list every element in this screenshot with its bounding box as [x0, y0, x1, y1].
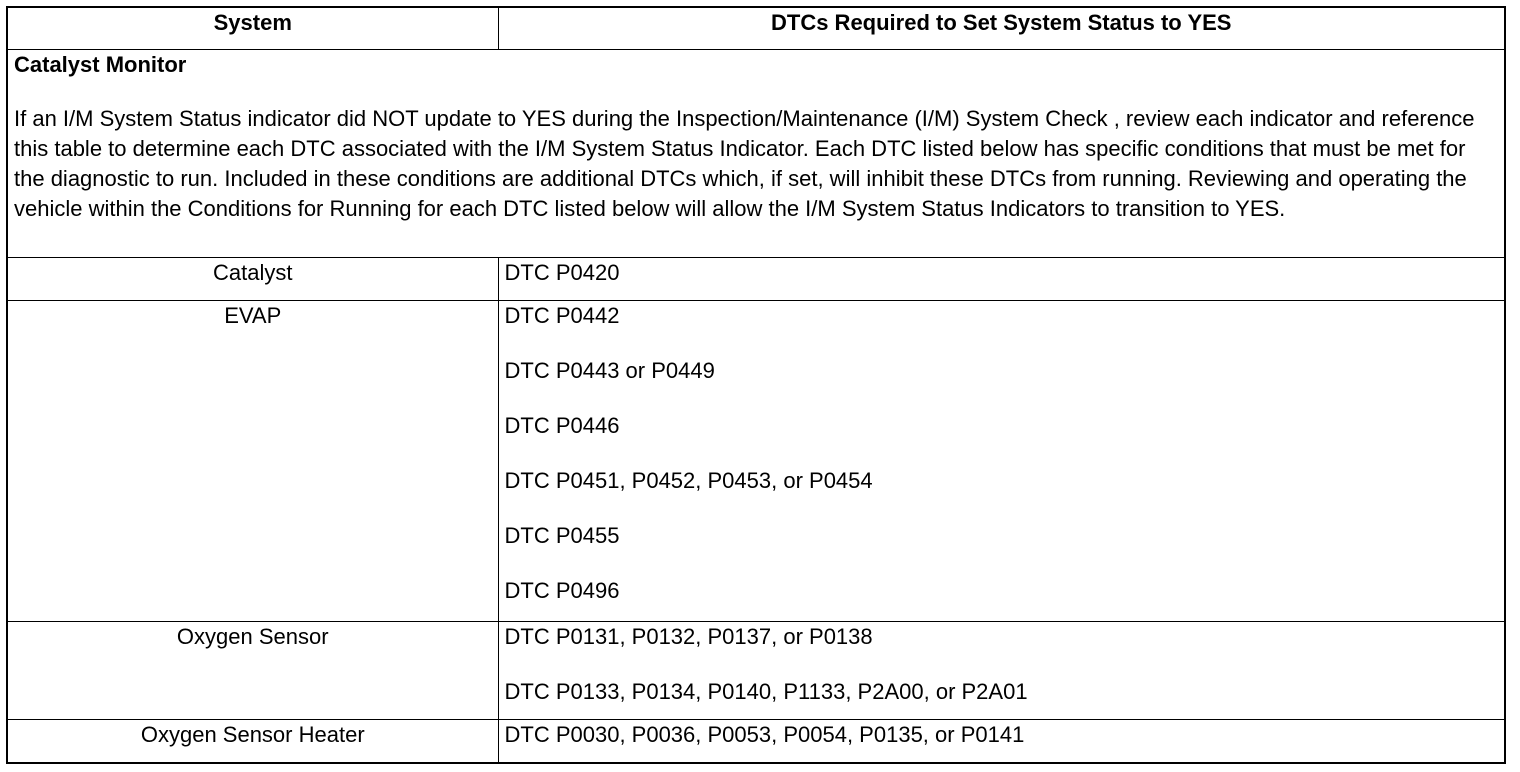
dtc-entry: DTC P0133, P0134, P0140, P1133, P2A00, or P2A01 — [504, 678, 1028, 704]
dtc-entry: DTC P0446 — [504, 412, 620, 438]
intro-paragraph: If an I/M System Status indicator did NOT update to YES during the Inspection/Maintenance (I/M) System Check , review each indicator and reference this table to determine each DTC associated with the I/M System Status Indicator. Each DTC listed below has specific conditions that must be met for the diagnostic to run. Included in these conditions are additional DTCs which, if set, will inhibit these DTCs from running. Reviewing and operating the vehicle within the Conditions for Running for each DTC listed below will allow the I/M System Status Indicators to transition to YES. — [14, 105, 1475, 221]
dtc-entry: DTC P0442 — [504, 302, 620, 328]
table-row — [8, 621, 1504, 719]
dtc-entry: DTC P0131, P0132, P0137, or P0138 — [504, 623, 873, 649]
dtc-entry: DTC P0496 — [504, 577, 620, 603]
header-dtcs: DTCs Required to Set System Status to YES — [498, 8, 1504, 49]
dtc-cell — [498, 258, 1504, 301]
dtc-entry: DTC P0455 — [504, 522, 620, 548]
header-row — [8, 8, 1504, 49]
dtc-entry: DTC P0451, P0452, P0453, or P0454 — [504, 467, 873, 493]
dtc-entry: DTC P0030, P0036, P0053, P0054, P0135, or P0141 — [504, 721, 1025, 747]
dtc-table-frame — [6, 6, 1506, 764]
dtc-cell — [498, 300, 1504, 621]
dtc-table — [8, 8, 1504, 762]
dtc-entry: DTC P0443 or P0449 — [504, 357, 715, 383]
dtc-cell — [498, 719, 1504, 762]
monitor-title: Catalyst Monitor — [14, 51, 187, 77]
system-cell: Catalyst — [8, 258, 498, 301]
header-system: System — [8, 8, 498, 49]
table-row — [8, 719, 1504, 762]
table-row — [8, 258, 1504, 301]
system-cell: Oxygen Sensor Heater — [8, 719, 498, 762]
dtc-entry: DTC P0420 — [504, 260, 620, 286]
intro-row — [8, 49, 1504, 258]
dtc-cell — [498, 621, 1504, 719]
system-cell: Oxygen Sensor — [8, 621, 498, 719]
intro-cell — [8, 49, 1504, 258]
table-row — [8, 300, 1504, 621]
system-cell: EVAP — [8, 300, 498, 621]
